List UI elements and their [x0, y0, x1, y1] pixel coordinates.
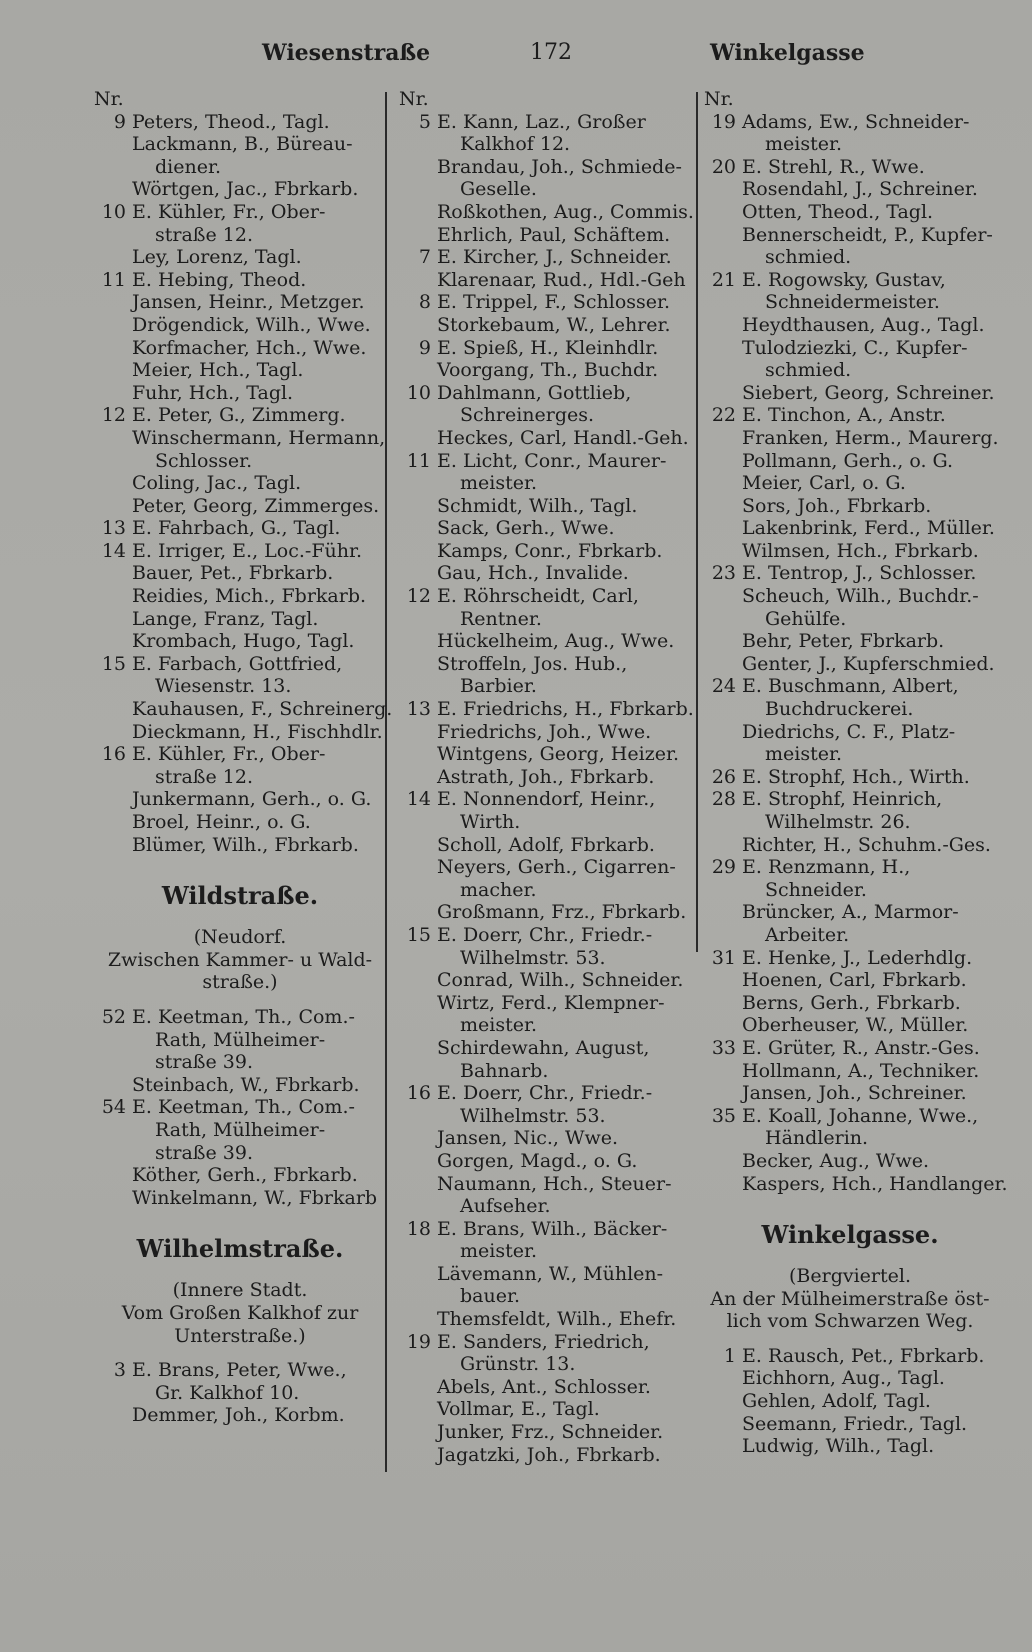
entry-continuation: Barbier. [460, 675, 537, 698]
house-entry [700, 788, 1000, 811]
resident-entry: Jansen, Joh., Schreiner. [742, 1082, 967, 1105]
resident-entry: Wirtz, Ferd., Klempner- [437, 991, 665, 1014]
house-number: 15 [101, 652, 126, 675]
house-entry [90, 1096, 390, 1119]
resident-entry: Diedrichs, C. F., Platz- [742, 720, 956, 743]
house-entry [395, 382, 693, 405]
entry-continuation: Grünstr. 13. [460, 1353, 576, 1376]
resident-entry: Jagatzki, Joh., Fbrkarb. [437, 1443, 661, 1466]
resident-entry: Lakenbrink, Ferd., Müller. [742, 517, 995, 540]
resident-name: E. Friedrichs, H., Fbrkarb. [437, 698, 694, 721]
resident-entry: Themsfeldt, Wilh., Ehefr. [437, 1308, 677, 1331]
resident-entry: Scholl, Adolf, Fbrkarb. [437, 833, 655, 856]
entry-continuation: schmied. [765, 246, 852, 269]
house-entry [700, 856, 1000, 879]
resident-entry: Jansen, Heinr., Metzger. [132, 291, 365, 314]
house-entry [90, 111, 390, 134]
street-description: lich vom Schwarzen Weg. [726, 1310, 974, 1333]
street-heading: Wilhelmstraße. [136, 1234, 344, 1264]
house-number: 14 [101, 539, 126, 562]
house-number: 16 [406, 1082, 431, 1105]
house-entry [90, 653, 390, 676]
resident-entry: Voorgang, Th., Buchdr. [437, 359, 659, 382]
resident-entry: Eichhorn, Aug., Tagl. [742, 1367, 945, 1390]
column-right [700, 88, 1008, 1458]
resident-name: E. Licht, Conr., Maurer- [437, 449, 667, 472]
resident-entry: Abels, Ant., Schlosser. [437, 1375, 651, 1398]
page-header [0, 40, 1032, 80]
resident-name: E. Tinchon, A., Anstr. [742, 404, 946, 427]
entry-continuation: Wirth. [460, 811, 521, 833]
resident-entry: Coling, Jac., Tagl. [132, 472, 302, 495]
resident-entry: Berns, Gerh., Fbrkarb. [742, 991, 961, 1014]
entry-continuation: diener. [155, 155, 221, 178]
resident-entry: Wilmsen, Hch., Fbrkarb. [742, 539, 979, 562]
resident-entry: Otten, Theod., Tagl. [742, 200, 934, 223]
resident-name: E. Kircher, J., Schneider. [437, 246, 672, 269]
resident-entry: Brandau, Joh., Schmiede- [437, 155, 682, 178]
house-entry [90, 743, 390, 766]
resident-name: E. Strophf, Hch., Wirth. [742, 765, 970, 788]
house-number: 31 [711, 946, 736, 969]
resident-name: E. Henke, J., Lederhdlg. [742, 946, 973, 969]
resident-entry: Astrath, Joh., Fbrkarb. [437, 765, 655, 788]
resident-entry: Ley, Lorenz, Tagl. [132, 246, 302, 269]
entry-continuation: Wilhelmstr. 53. [460, 1104, 606, 1127]
resident-entry: Scheuch, Wilh., Buchdr.- [742, 585, 979, 608]
street-description: Zwischen Kammer- u Wald- [107, 948, 373, 971]
street-description: (Innere Stadt. [172, 1279, 308, 1302]
resident-entry: Junker, Frz., Schneider. [437, 1421, 664, 1444]
resident-entry: Meier, Hch., Tagl. [132, 359, 304, 382]
house-number: 26 [711, 765, 736, 788]
resident-entry: Pollmann, Gerh., o. G. [742, 449, 954, 472]
house-entry [395, 698, 693, 721]
resident-entry: Naumann, Hch., Steuer- [437, 1172, 672, 1195]
resident-entry: Becker, Aug., Wwe. [742, 1149, 929, 1172]
resident-entry: Drögendick, Wilh., Wwe. [132, 313, 371, 336]
house-number: 16 [101, 743, 126, 766]
house-entry [395, 111, 693, 134]
house-entry [395, 788, 693, 811]
house-number: 23 [711, 562, 736, 585]
house-number: 7 [418, 246, 431, 269]
house-entry [395, 585, 693, 608]
resident-entry: Gorgen, Magd., o. G. [437, 1149, 638, 1172]
resident-name: E. Grüter, R., Anstr.-Ges. [742, 1036, 980, 1059]
resident-entry: Neyers, Gerh., Cigarren- [437, 856, 676, 879]
house-number: 54 [101, 1096, 126, 1119]
resident-name: E. Peter, G., Zimmerg. [132, 404, 346, 427]
house-entry [700, 1105, 1000, 1128]
resident-name: E. Spieß, H., Kleinhdlr. [437, 336, 659, 359]
entry-continuation: straße 39. [155, 1141, 253, 1164]
house-number: 24 [711, 675, 736, 698]
house-entry [700, 156, 1000, 179]
house-entry [90, 1006, 390, 1029]
entry-continuation: macher. [460, 878, 537, 901]
house-entry [90, 1359, 390, 1382]
street-heading: Winkelgasse. [761, 1220, 939, 1250]
spacer [700, 1333, 1000, 1345]
house-number: 20 [711, 155, 736, 178]
resident-entry: Conrad, Wilh., Schneider. [437, 969, 684, 992]
resident-entry: Stroffeln, Jos. Hub., [437, 652, 628, 675]
resident-name: E. Doerr, Chr., Friedr.- [437, 1082, 653, 1105]
resident-entry: Seemann, Friedr., Tagl. [742, 1412, 968, 1435]
resident-entry: Schirdewahn, August, [437, 1036, 650, 1059]
house-entry [395, 291, 693, 314]
house-number: 10 [406, 381, 431, 404]
resident-entry: Steinbach, W., Fbrkarb. [132, 1073, 360, 1096]
resident-entry: Kaspers, Hch., Handlanger. [742, 1172, 1008, 1195]
entry-continuation: meister. [765, 743, 843, 766]
resident-entry: Behr, Peter, Fbrkarb. [742, 630, 945, 653]
entry-continuation: meister. [460, 1240, 538, 1263]
column-middle [395, 88, 693, 1466]
resident-name: E. Trippel, F., Schlosser. [437, 291, 671, 314]
resident-entry: Vollmar, E., Tagl. [437, 1398, 600, 1421]
house-entry [700, 947, 1000, 970]
house-number: 9 [113, 110, 126, 133]
resident-name: E. Doerr, Chr., Friedr.- [437, 923, 653, 946]
entry-continuation: Schreinerges. [460, 404, 595, 427]
resident-entry: Hoenen, Carl, Fbrkarb. [742, 969, 967, 992]
house-entry [700, 1345, 1000, 1368]
resident-entry: Hückelheim, Aug., Wwe. [437, 630, 675, 653]
resident-entry: Sack, Gerh., Wwe. [437, 517, 615, 540]
resident-name: E. Tentrop, J., Schlosser. [742, 562, 977, 585]
resident-entry: Lange, Franz, Tagl. [132, 607, 319, 630]
resident-entry: Hollmann, A., Techniker. [742, 1059, 980, 1082]
house-entry [700, 562, 1000, 585]
house-number: 11 [406, 449, 431, 472]
entry-continuation: Buchdruckerei. [765, 698, 914, 721]
resident-entry: Winkelmann, W., Fbrkarb [132, 1186, 378, 1209]
resident-name: Dahlmann, Gottlieb, [437, 381, 632, 404]
entry-continuation: Schneider. [765, 878, 867, 901]
resident-name: E. Brans, Wilh., Bäcker- [437, 1217, 668, 1240]
number-label: Nr. [94, 88, 124, 110]
street-description: Vom Großen Kalkhof zur [121, 1301, 359, 1324]
entry-continuation: Gehülfe. [765, 607, 847, 630]
entry-continuation: straße 39. [155, 1051, 253, 1074]
entry-continuation: Wilhelmstr. 26. [765, 811, 911, 833]
resident-entry: Peter, Georg, Zimmerges. [132, 494, 380, 517]
house-number: 1 [723, 1344, 736, 1367]
resident-entry: Kamps, Conr., Fbrkarb. [437, 539, 663, 562]
house-number: 12 [406, 585, 431, 608]
entry-continuation: meister. [460, 1014, 538, 1037]
entry-continuation: Kalkhof 12. [460, 133, 571, 156]
resident-name: E. Keetman, Th., Com.- [132, 1005, 355, 1028]
house-number: 35 [711, 1104, 736, 1127]
entry-continuation: Bahnarb. [460, 1059, 549, 1082]
resident-entry: Fuhr, Hch., Tagl. [132, 381, 294, 404]
resident-name: E. Brans, Peter, Wwe., [132, 1359, 347, 1382]
entry-continuation: schmied. [765, 359, 852, 382]
house-entry [395, 924, 693, 947]
entry-continuation: Geselle. [460, 178, 537, 201]
resident-entry: Gehlen, Adolf, Tagl. [742, 1390, 931, 1413]
entry-continuation: meister. [765, 133, 843, 156]
house-number: 29 [711, 856, 736, 879]
entry-continuation: Rath, Mülheimer- [155, 1028, 326, 1051]
resident-name: E. Keetman, Th., Com.- [132, 1096, 355, 1119]
entry-continuation: meister. [460, 472, 538, 495]
street-heading: Wildstraße. [161, 881, 319, 911]
house-entry [700, 1037, 1000, 1060]
resident-entry: Bennerscheidt, P., Kupfer- [742, 223, 993, 246]
house-number: 10 [101, 200, 126, 223]
resident-name: E. Farbach, Gottfried, [132, 652, 343, 675]
house-number: 28 [711, 788, 736, 811]
house-number: 18 [406, 1217, 431, 1240]
house-number: 5 [418, 110, 431, 133]
resident-entry: Schmidt, Wilh., Tagl. [437, 494, 638, 517]
resident-entry: Demmer, Joh., Korbm. [132, 1404, 345, 1427]
resident-name: Peters, Theod., Tagl. [132, 110, 330, 133]
resident-entry: Brüncker, A., Marmor- [742, 901, 959, 924]
house-number: 11 [101, 268, 126, 291]
column-divider [696, 92, 698, 952]
house-number: 3 [113, 1359, 126, 1382]
resident-entry: Winschermann, Hermann, [132, 426, 386, 449]
resident-entry: Ehrlich, Paul, Schäftem. [437, 223, 671, 246]
street-description: An der Mülheimerstraße öst- [710, 1287, 990, 1310]
house-entry [90, 517, 390, 540]
resident-entry: Heckes, Carl, Handl.-Geh. [437, 426, 689, 449]
house-entry [395, 1331, 693, 1354]
street-description: (Neudorf. [193, 926, 287, 949]
house-number: 15 [406, 923, 431, 946]
resident-name: Adams, Ew., Schneider- [742, 110, 970, 133]
house-number: 8 [418, 291, 431, 314]
house-entry [700, 269, 1000, 292]
header-left-street: Wiesenstraße [262, 40, 431, 66]
house-number: 52 [101, 1005, 126, 1028]
house-number: 21 [711, 268, 736, 291]
resident-entry: Rosendahl, J., Schreiner. [742, 178, 978, 201]
house-entry [90, 269, 390, 292]
resident-name: E. Rausch, Pet., Fbrkarb. [742, 1344, 985, 1367]
resident-name: E. Kann, Laz., Großer [437, 110, 646, 133]
resident-entry: Oberheuser, W., Müller. [742, 1014, 969, 1037]
house-entry [700, 766, 1000, 789]
house-number: 19 [711, 110, 736, 133]
resident-entry: Richter, H., Schuhm.-Ges. [742, 833, 991, 856]
column-left [90, 88, 393, 1427]
resident-entry: Siebert, Georg, Schreiner. [742, 381, 995, 404]
house-entry [700, 111, 1000, 134]
resident-entry: Dieckmann, H., Fischhdlr. [132, 720, 383, 743]
house-number: 22 [711, 404, 736, 427]
resident-name: E. Strehl, R., Wwe. [742, 155, 925, 178]
resident-entry: Gau, Hch., Invalide. [437, 562, 629, 585]
entry-continuation: bauer. [460, 1285, 521, 1308]
resident-entry: Heydthausen, Aug., Tagl. [742, 313, 985, 336]
house-number: 9 [418, 336, 431, 359]
resident-entry: Tulodziezki, C., Kupfer- [742, 336, 968, 359]
resident-name: E. Koall, Johanne, Wwe., [742, 1104, 979, 1127]
street-description: (Bergviertel. [789, 1265, 911, 1288]
house-entry [90, 404, 390, 427]
house-entry [700, 404, 1000, 427]
house-number: 12 [101, 404, 126, 427]
resident-entry: Lackmann, B., Büreau- [132, 133, 353, 156]
resident-name: E. Rogowsky, Gustav, [742, 268, 946, 291]
house-number: 19 [406, 1330, 431, 1353]
house-entry [395, 337, 693, 360]
resident-entry: Jansen, Nic., Wwe. [437, 1127, 619, 1150]
resident-name: E. Hebing, Theod. [132, 268, 307, 291]
entry-continuation: Rentner. [460, 607, 542, 630]
number-label: Nr. [704, 88, 734, 110]
house-number: 13 [406, 698, 431, 721]
entry-continuation: Schlosser. [155, 449, 253, 472]
resident-entry: Korfmacher, Hch., Wwe. [132, 336, 367, 359]
resident-name: E. Strophf, Heinrich, [742, 788, 943, 811]
resident-entry: Genter, J., Kupferschmied. [742, 652, 995, 675]
entry-continuation: Aufseher. [460, 1195, 551, 1218]
page-number: 172 [530, 40, 572, 65]
spacer [90, 994, 390, 1006]
header-right-street: Winkelgasse [710, 40, 865, 66]
entry-continuation: straße 12. [155, 223, 253, 246]
resident-entry: Großmann, Frz., Fbrkarb. [437, 901, 687, 924]
house-entry [395, 1082, 693, 1105]
entry-continuation: Schneidermeister. [765, 291, 940, 314]
house-entry [700, 675, 1000, 698]
house-number: 14 [406, 788, 431, 811]
resident-entry: Krombach, Hugo, Tagl. [132, 630, 355, 653]
resident-entry: Wintgens, Georg, Heizer. [437, 743, 679, 766]
house-entry [395, 1218, 693, 1241]
entry-continuation: straße 12. [155, 765, 253, 788]
resident-entry: Storkebaum, W., Lehrer. [437, 313, 671, 336]
resident-entry: Sors, Joh., Fbrkarb. [742, 494, 932, 517]
entry-continuation: Rath, Mülheimer- [155, 1118, 326, 1141]
resident-entry: Kauhausen, F., Schreinerg. [132, 698, 393, 721]
resident-entry: Meier, Carl, o. G. [742, 472, 906, 495]
entry-continuation: Wiesenstr. 13. [155, 675, 292, 698]
resident-entry: Reidies, Mich., Fbrkarb. [132, 585, 367, 608]
resident-entry: Klarenaar, Rud., Hdl.-Geh [437, 268, 686, 291]
resident-entry: Blümer, Wilh., Fbrkarb. [132, 833, 359, 856]
resident-entry: Roßkothen, Aug., Commis. [437, 200, 694, 223]
resident-entry: Broel, Heinr., o. G. [132, 811, 311, 833]
resident-entry: Friedrichs, Joh., Wwe. [437, 720, 652, 743]
house-entry [395, 450, 693, 473]
resident-entry: Ludwig, Wilh., Tagl. [742, 1435, 935, 1458]
resident-name: E. Renzmann, H., [742, 856, 911, 879]
street-description: Unterstraße.) [174, 1324, 306, 1347]
entry-continuation: Gr. Kalkhof 10. [155, 1381, 300, 1404]
resident-name: E. Nonnendorf, Heinr., [437, 788, 656, 811]
resident-entry: Junkermann, Gerh., o. G. [132, 788, 372, 811]
resident-entry: Bauer, Pet., Fbrkarb. [132, 562, 334, 585]
resident-name: E. Sanders, Friedrich, [437, 1330, 650, 1353]
house-number: 13 [101, 517, 126, 540]
resident-entry: Wörtgen, Jac., Fbrkarb. [132, 178, 359, 201]
resident-name: E. Kühler, Fr., Ober- [132, 743, 326, 766]
resident-name: E. Buschmann, Albert, [742, 675, 959, 698]
street-description: straße.) [202, 971, 278, 994]
number-label: Nr. [399, 88, 429, 110]
resident-entry: Lävemann, W., Mühlen- [437, 1262, 664, 1285]
house-entry [395, 246, 693, 269]
resident-name: E. Irriger, E., Loc.-Führ. [132, 539, 363, 562]
house-entry [90, 201, 390, 224]
resident-name: E. Fahrbach, G., Tagl. [132, 517, 341, 540]
house-entry [90, 540, 390, 563]
resident-entry: Franken, Herm., Maurerg. [742, 426, 999, 449]
house-number: 33 [711, 1036, 736, 1059]
resident-name: E. Kühler, Fr., Ober- [132, 200, 326, 223]
spacer [90, 1347, 390, 1359]
entry-continuation: Wilhelmstr. 53. [460, 946, 606, 969]
entry-continuation: Händlerin. [765, 1127, 869, 1150]
resident-entry: Köther, Gerh., Fbrkarb. [132, 1164, 358, 1187]
entry-continuation: Arbeiter. [765, 923, 850, 946]
resident-name: E. Röhrscheidt, Carl, [437, 585, 639, 608]
